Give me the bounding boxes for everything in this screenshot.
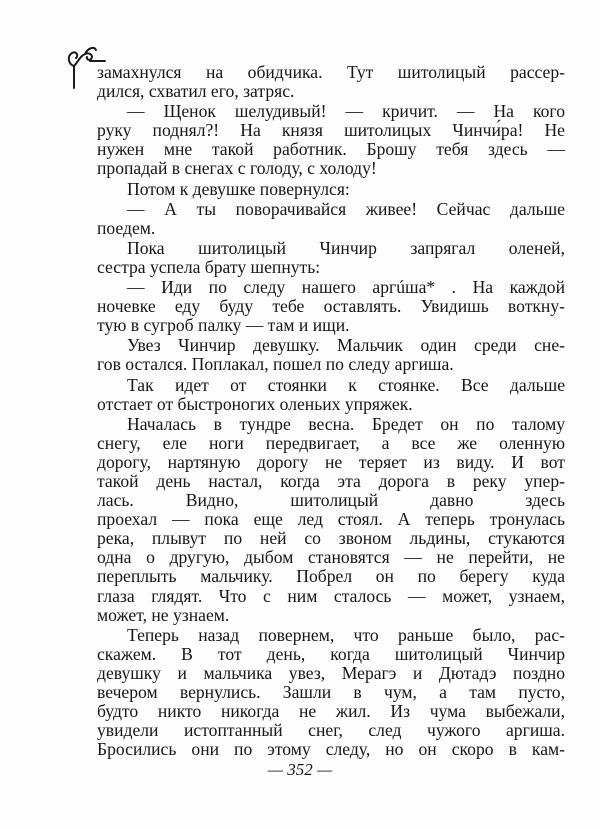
text-line: Теперь назад повернем, что раньше было, рас- [127,624,565,645]
text-line: отстает от быстроногих оленьих упряжек. [97,393,413,414]
text-line: скажем. В тот день, когда шитолицый Чинчир [97,643,565,664]
text-line: вечером вернулись. Зашли в чум, а там пусто, [97,682,565,702]
text-line: руку поднял?! На князя шитолицых Чинчи́ра! Не [97,120,565,141]
text-line: Пока шитолицый Чинчир запрягал оленей, [127,237,565,258]
text-line: пропадай в снегах с голоду, с холоду! [97,158,377,179]
text-line: — А ты поворачивайся живее! Сейчас дальше [127,198,565,219]
text-line: глаза глядят. Что с ним сталось — может, узнаем, [97,585,565,606]
text-line: река, плывут по ней со звоном льдины, стукаются [97,528,565,549]
text-line: тую в сугроб палку — там и ищи. [97,315,350,336]
text-line: снегу, еле ноги передвигает, а все же оленную [97,432,565,453]
page-number: — 352 — [267,760,333,779]
body-text [97,63,565,759]
text-line: Началась в тундре весна. Бредет он по талому [127,413,565,434]
text-line: Потом к девушке повернулся: [127,178,350,199]
text-line: дорогу, нартяную дорогу не теряет из виду. И вот [97,451,565,472]
text-line: — Щенок шелудивый! — кричит. — На кого [127,101,565,122]
text-line: ночевке еду буду тебе оставлять. Увидишь воткну- [97,296,565,317]
text-line: такой день настал, когда эта дорога в реку упер- [97,470,565,491]
text-line: Бросились они по этому следу, но он скоро в кам- [97,739,565,760]
text-line: одна о другую, дыбом становятся — не перейти, не [97,547,565,568]
text-line: поедем. [97,217,156,238]
text-line: увидели истоптанный снег, след чужого аргиша. [97,720,565,741]
text-line: проехал — пока еще лед стоял. А теперь тронулась [97,509,565,530]
text-line: лась. Видно, шитолицый давно здесь [97,490,565,511]
text-line: будто никто никогда не жил. Из чума выбежали, [97,701,565,722]
text-line: Так идет от стоянки к стоянке. Все дальше [127,374,565,395]
text-line: замахнулся на обидчика. Тут шитолицый рассер- [97,62,565,82]
text-line: сестра успела брату шепнуть: [97,256,321,277]
text-line: переплыть мальчику. Побрел он по берегу куда [97,566,565,587]
text-line: дился, схватил его, затряс. [97,81,295,102]
text-line: нужен мне такой работник. Брошу тебя здесь — [97,139,565,160]
text-line: гов остался. Поплакал, пошел по следу аргиша. [97,354,454,375]
text-line: может, не узнаем. [97,604,230,625]
text-line: Увез Чинчир девушку. Мальчик один среди сне- [127,335,565,356]
text-line: — Иди по следу нашего аргúша* . На каждой [127,277,565,298]
text-line: девушку и мальчика увез, Мерагэ и Дютадэ поздно [97,662,565,683]
